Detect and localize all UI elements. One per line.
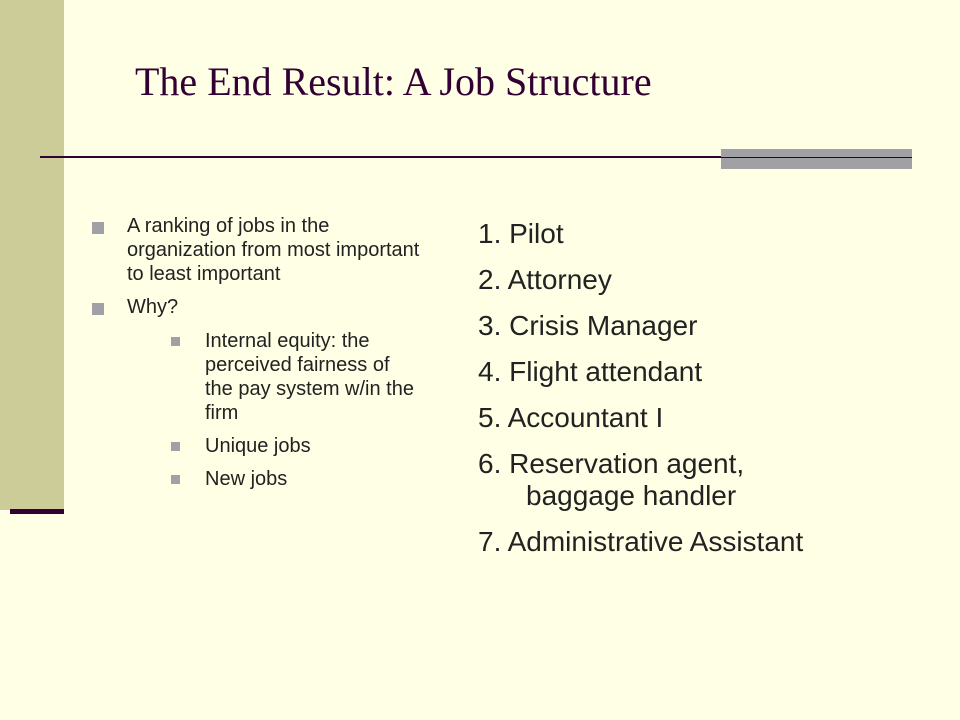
square-bullet-icon bbox=[171, 337, 180, 346]
sub-bullet-text: Unique jobs bbox=[205, 435, 311, 457]
bullet-text: A ranking of jobs in the organization from most important to least important bbox=[127, 215, 420, 285]
ranking-text: 4. Flight attendant bbox=[478, 356, 703, 387]
sub-bullet-text: Internal equity: the perceived fairness of the pay system w/in the firm bbox=[205, 330, 414, 424]
slide-title: The End Result: A Job Structure bbox=[135, 59, 652, 104]
square-bullet-icon bbox=[171, 475, 180, 484]
ranking-text: 7. Administrative Assistant bbox=[478, 526, 804, 557]
ranking-item bbox=[478, 526, 948, 558]
ranking-item bbox=[478, 310, 948, 342]
ranking-text-continuation: baggage handler bbox=[526, 480, 737, 511]
decorative-left-bar bbox=[0, 0, 64, 510]
bullet-text: Why? bbox=[127, 296, 179, 318]
square-bullet-icon bbox=[92, 303, 104, 315]
sub-bullet-list bbox=[127, 329, 422, 491]
ranking-item bbox=[478, 402, 948, 434]
decorative-left-accent bbox=[10, 509, 64, 514]
job-ranking-list bbox=[478, 218, 948, 572]
sub-bullet-text: New jobs bbox=[205, 468, 288, 490]
ranking-text: 2. Attorney bbox=[478, 264, 612, 295]
ranking-item bbox=[478, 448, 948, 512]
title-divider-line-overlay bbox=[721, 157, 912, 158]
ranking-item bbox=[478, 218, 948, 250]
title-divider-accent bbox=[721, 149, 912, 169]
bullet-item-ranking bbox=[92, 214, 422, 286]
bullet-list bbox=[92, 214, 422, 500]
sub-bullet-item bbox=[171, 467, 422, 491]
ranking-item bbox=[478, 356, 948, 388]
sub-bullet-item bbox=[171, 329, 422, 425]
square-bullet-icon bbox=[171, 442, 180, 451]
ranking-item bbox=[478, 264, 948, 296]
ranking-text: 5. Accountant I bbox=[478, 402, 664, 433]
ranking-text: 6. Reservation agent, bbox=[478, 448, 745, 479]
sub-bullet-item bbox=[171, 434, 422, 458]
square-bullet-icon bbox=[92, 222, 104, 234]
bullet-item-why bbox=[92, 295, 422, 491]
ranking-text: 1. Pilot bbox=[478, 218, 564, 249]
ranking-text: 3. Crisis Manager bbox=[478, 310, 698, 341]
